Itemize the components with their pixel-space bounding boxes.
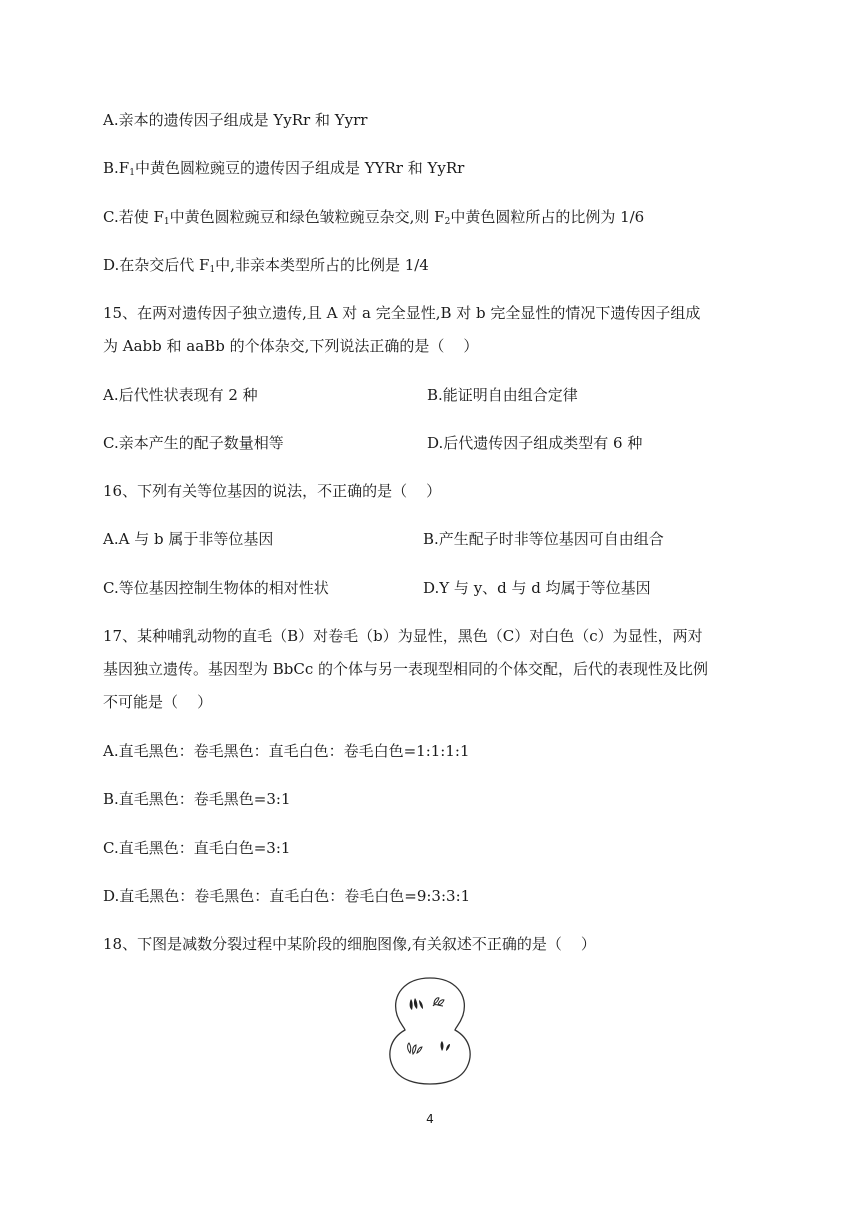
q14-option-a: A.亲本的遗传因子组成是 YyRr 和 Yyrr xyxy=(103,111,368,129)
chromosome-group-top-right xyxy=(433,998,444,1006)
cell-outline xyxy=(390,978,470,1084)
q17-stem-line1: 17、某种哺乳动物的直毛（B）对卷毛（b）为显性，黑色（C）对白色（c）为显性，两对 xyxy=(103,627,703,645)
chromosome-group-bottom-left xyxy=(408,1043,422,1054)
q17-option-b: B.直毛黑色：卷毛黑色=3:1 xyxy=(103,790,291,808)
q16-stem: 16、下列有关等位基因的说法，不正确的是（ ） xyxy=(103,482,442,500)
q17-option-d: D.直毛黑色：卷毛黑色：直毛白色：卷毛白色=9:3:3:1 xyxy=(103,887,471,905)
q17-option-c: C.直毛黑色：直毛白色=3:1 xyxy=(103,839,291,857)
q17-stem-line2: 基因独立遗传。基因型为 BbCc 的个体与另一表现型相同的个体交配，后代的表现性及比例 xyxy=(103,660,709,678)
q14-option-b: $B.F_1$中黄色圆粒豌豆的遗传因子组成是 YYRr 和 YyRr xyxy=(103,159,465,178)
q16-option-b: B.产生配子时非等位基因可自由组合 xyxy=(423,530,664,548)
q15-option-c: C.亲本产生的配子数量相等 xyxy=(103,434,284,452)
q15-option-b: B.能证明自由组合定律 xyxy=(427,386,578,404)
q16-option-d: D.Y 与 y、d 与 d 均属于等位基因 xyxy=(423,579,651,597)
q17-option-a: A.直毛黑色：卷毛黑色：直毛白色：卷毛白色=1:1:1:1 xyxy=(103,742,470,760)
dividing-cell-figure xyxy=(385,975,475,1085)
q17-stem-line3: 不可能是（ ） xyxy=(103,693,213,711)
q15-option-d: D.后代遗传因子组成类型有 6 种 xyxy=(427,434,643,452)
q15-stem-line1: 15、在两对遗传因子独立遗传,且 A 对 a 完全显性,B 对 b 完全显性的情况下遗传因子组成 xyxy=(103,304,701,322)
chromosome-group-top-left xyxy=(410,998,423,1010)
page-number: 4 xyxy=(426,1112,434,1126)
q15-stem-line2: 为 Aabb 和 aaBb 的个体杂交,下列说法正确的是（ ） xyxy=(103,337,479,355)
chromosome-group-bottom-right xyxy=(441,1041,451,1051)
q18-stem: 18、下图是减数分裂过程中某阶段的细胞图像,有关叙述不正确的是（ ） xyxy=(103,935,596,953)
q16-option-c: C.等位基因控制生物体的相对性状 xyxy=(103,579,329,597)
q16-option-a: A.A 与 b 属于非等位基因 xyxy=(103,530,274,548)
q14-option-c: C.若使 $F_1$中黄色圆粒豌豆和绿色皱粒豌豆杂交,则 $F_2$中黄色圆粒所占的比例为 1/6 xyxy=(103,208,645,227)
q15-option-a: A.后代性状表现有 2 种 xyxy=(103,386,258,404)
q14-option-d: D.在杂交后代 $F_1$中,非亲本类型所占的比例是 1/4 xyxy=(103,256,429,275)
